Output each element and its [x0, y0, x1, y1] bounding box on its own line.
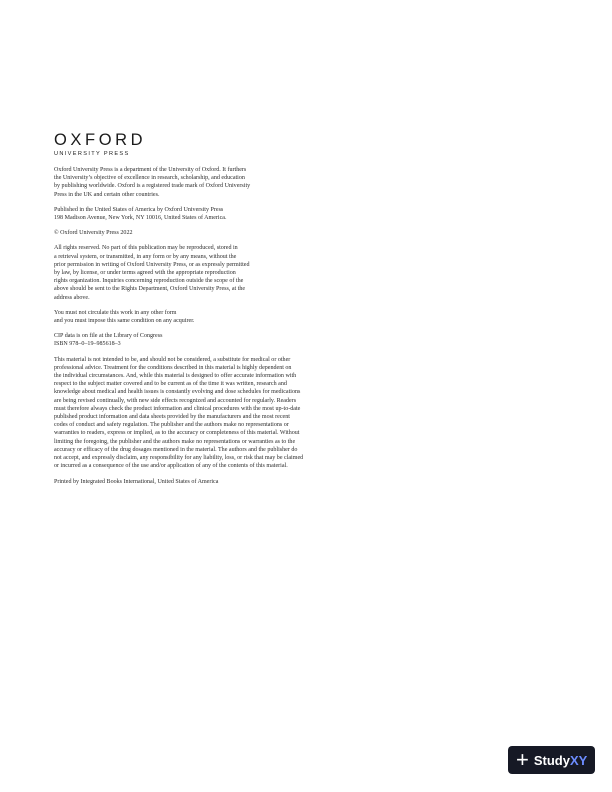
- paragraph-rights-reserved: [54, 244, 354, 301]
- text-line: by publishing worldwide. Oxford is a registered trade mark of Oxford University: [54, 183, 251, 190]
- paragraph-printed-by: [54, 478, 354, 486]
- text-line: the University’s objective of excellence in research, scholarship, and education: [54, 175, 245, 182]
- studyxy-badge[interactable]: [508, 746, 595, 774]
- text-line: All rights reserved. No part of this publication may be reproduced, stored in: [54, 245, 238, 252]
- text-line: published product information and data sheets provided by the manufacturers and the most recent: [54, 414, 290, 421]
- badge-text-accent: XY: [569, 752, 588, 768]
- text-line: You must not circulate this work in any other form: [54, 309, 177, 316]
- text-line: or incurred as a consequence of the use and/or application of any of the contents of this material.: [54, 463, 288, 470]
- text-line: a retrieval system, or transmitted, in any form or by any means, without the: [54, 253, 237, 260]
- paragraph-copyright: [54, 229, 354, 237]
- text-line: and you must impose this same condition on any acquirer.: [54, 318, 195, 325]
- text-line: accuracy or efficacy of the drug dosages mentioned in the material. The authors and the publisher do: [54, 446, 298, 453]
- text-line: warranties to readers, express or implied, as to the accuracy or completeness of this material. Without: [54, 430, 300, 437]
- paragraph-cip-isbn: [54, 332, 354, 348]
- oxford-logo: [54, 131, 354, 158]
- text-line: above should be sent to the Rights Department, Oxford University Press, at the: [54, 286, 246, 293]
- text-line: respect to the subject matter covered and to be current as of the time it was written, research and: [54, 381, 287, 388]
- text-line: address above.: [54, 294, 90, 301]
- logo-subtitle: UNIVERSITY PRESS: [54, 151, 130, 157]
- text-line: by law, by license, or under terms agreed with the appropriate reproduction: [54, 270, 236, 277]
- text-line: are being revised continually, with new side effects recognized and accounted for regularly. Readers: [54, 397, 297, 404]
- text-line: professional advice. Treatment for the conditions described in this material is highly dependent on: [54, 364, 292, 371]
- paragraph-medical-disclaimer: [54, 356, 354, 471]
- paragraph-about-oup: [54, 166, 354, 199]
- plus-icon: +: [516, 747, 529, 772]
- text-line: the individual circumstances. And, while this material is designed to offer accurate information with: [54, 373, 297, 380]
- text-line: 198 Madison Avenue, New York, NY 10016, United States of America.: [54, 215, 227, 222]
- text-line: ISBN 978–0–19–985618–3: [54, 341, 121, 348]
- text-line: rights organization. Inquiries concerning reproduction outside the scope of the: [54, 278, 244, 285]
- badge-text-primary: Study: [533, 752, 570, 768]
- text-line: codes of conduct and safety regulation. The publisher and the authors make no representations or: [54, 422, 289, 429]
- text-line: CIP data is on file at the Library of Congress: [54, 333, 163, 340]
- text-line: Published in the United States of America by Oxford University Press: [54, 206, 224, 213]
- paragraph-published-in: [54, 206, 354, 222]
- text-line: Press in the UK and certain other countries.: [54, 191, 160, 198]
- text-line: knowledge about medical and health issues is constantly evolving and dose schedules for medications: [54, 389, 301, 396]
- text-line: prior permission in writing of Oxford University Press, or as expressly permitted: [54, 261, 250, 268]
- text-line: not accept, and expressly disclaim, any responsibility for any liability, loss, or risk that may be claimed: [54, 455, 304, 462]
- paragraph-circulation: [54, 309, 354, 325]
- text-line: This material is not intended to be, and should not be considered, a substitute for medical or other: [54, 356, 291, 363]
- logo-name: OXFORD: [54, 131, 147, 149]
- text-line: Printed by Integrated Books International, United States of America: [54, 478, 219, 485]
- text-line: © Oxford University Press 2022: [54, 230, 133, 237]
- copyright-page: [54, 131, 354, 493]
- text-line: must therefore always check the product information and clinical procedures with the most up-to-date: [54, 405, 301, 412]
- text-line: limiting the foregoing, the publisher and the authors make no representations or warranties as to the: [54, 438, 296, 445]
- text-line: Oxford University Press is a department of the University of Oxford. It furthers: [54, 167, 247, 173]
